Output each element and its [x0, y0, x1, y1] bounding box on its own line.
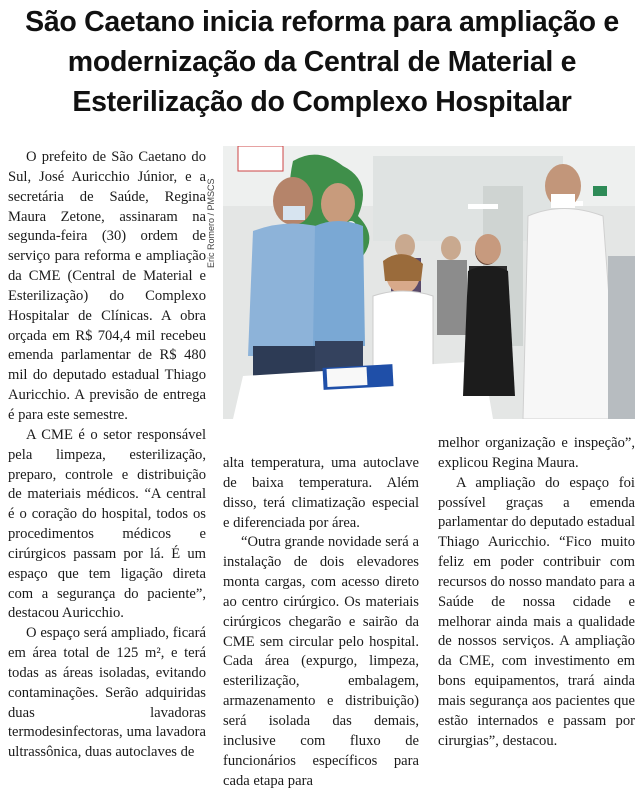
headline: São Caetano inicia reforma para ampliação e modernização da Central de Material e Esterilização do Complexo Hospitalar — [25, 6, 619, 118]
paragraph: O espaço será ampliado, ficará em área total de 125 m², e terá todas as áreas isoladas, evitando contaminações. Serão adquiridas duas lavadoras termodesinfectoras, uma lavadora ultrassônica, duas autoclaves de — [8, 625, 206, 761]
news-photo — [223, 146, 635, 419]
paragraph: A CME é o setor responsável pela limpeza, esterilização, preparo, controle e distribuição de materiais médicos. “A central é o coração do hospital, todos os procedimentos médicos e cirúrgicos passam por lá. É um espaço que tem ligação direta com a segurança do paciente”, destacou Auricchio. — [8, 426, 206, 622]
article-column-1 — [8, 148, 206, 763]
paragraph: alta temperatura, uma autoclave de baixa temperatura. Além disso, terá climatização especial e diferenciada por área. — [223, 455, 419, 531]
paragraph: O prefeito de São Caetano do Sul, José Auricchio Júnior, e a secretária de Saúde, Regina Maura Zetone, assinaram na segunda-feira (30) ordem de serviço para reforma e ampliação da CME (Central de Material e Esterilização) do Complexo Hospitalar de Clínicas. A obra orçada em R$ 704,4 mil recebeu emenda parlamentar de R$ 480 mil do deputado estadual Thiago Auricchio. A previsão de entrega é para este semestre. — [8, 149, 206, 423]
paragraph: melhor organização e inspeção”, explicou Regina Maura. — [438, 435, 635, 471]
article-column-2 — [223, 454, 419, 791]
paragraph: A ampliação do espaço foi possível graças a emenda parlamentar do deputado estadual Thiago Auricchio. “Fico muito feliz em poder contribuir com recursos do nosso mandato para a Saúde de nossa cidade e melhorar ainda mais a qualidade de nossos serviços. A ampliação da CME, com investimento em bons equipamentos, trará ainda mais segurança aos pacientes que estão internados e passam por cirurgias”, destacou. — [438, 474, 635, 749]
photo-credit: Eric Romero / PMSCS — [206, 178, 216, 268]
article-column-3 — [438, 434, 635, 752]
photo-illustration — [223, 146, 635, 419]
paragraph: “Outra grande novidade será a instalação de dois elevadores monta cargas, com acesso direto ao centro cirúrgico. Os materiais cirúrgicos chegarão e sairão da CME sem circular pelo hospital. Cada área (expurgo, limpeza, esterilização, embalagem, armazenamento e distribuição) será isolada das demais, inclusive com fluxo de funcionários específicos para cada etapa para — [223, 534, 419, 789]
